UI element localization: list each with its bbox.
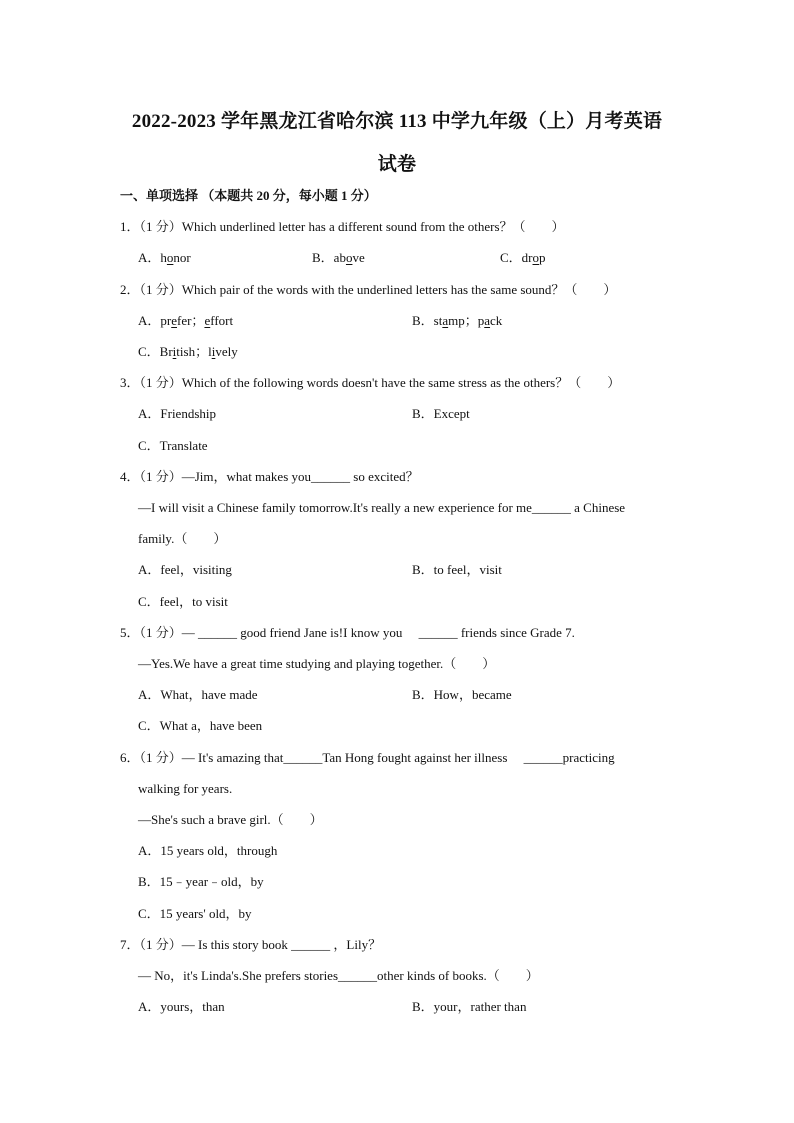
question-6-option-a: A．15 years old，through	[138, 843, 278, 858]
question-1-stem: 1．（1 分）Which underlined letter has a different sound from the others？（ ）	[120, 219, 565, 234]
question-6-line2: walking for years.	[138, 781, 233, 796]
question-4-line2: —I will visit a Chinese family tomorrow.It's really a new experience for me______ a Chinese	[138, 500, 626, 515]
question-7-stem: 7．（1 分）— Is this story book ______ ，Lily？	[120, 937, 382, 952]
question-6-stem: 6．（1 分）— It's amazing that______Tan Hong fought against her illness ______practicing	[120, 750, 615, 765]
exam-title-line2: 试卷	[377, 154, 417, 175]
question-6-line3: —She's such a brave girl.（ ）	[138, 812, 323, 827]
question-5-option-a: A．What，have made	[138, 687, 258, 702]
question-3-stem: 3．（1 分）Which of the following words doesn't have the same stress as the others？（ ）	[120, 375, 621, 390]
question-5-option-c: C．What a，have been	[138, 718, 263, 733]
question-5-option-b: B．How，became	[412, 687, 512, 702]
section-heading: 一、单项选择 （本题共 20 分，每小题 1 分）	[120, 188, 377, 203]
question-4-option-b: B．to feel，visit	[412, 562, 502, 577]
question-4-option-c: C．feel，to visit	[138, 594, 228, 609]
question-7-option-a: A．yours，than	[138, 999, 225, 1014]
question-6-option-c: C．15 years' old，by	[138, 906, 252, 921]
question-6-option-b: B．15﹣year﹣old，by	[138, 874, 264, 889]
question-5-stem: 5．（1 分）— ______ good friend Jane is!I know you ______ friends since Grade 7.	[120, 625, 575, 640]
question-3-option-c: C．Translate	[138, 438, 208, 453]
question-1-option-a: A．honor	[138, 250, 191, 265]
question-7-option-b: B．your，rather than	[412, 999, 527, 1014]
question-5-line2: —Yes.We have a great time studying and playing together.（ ）	[138, 656, 496, 671]
question-4-line3: family.（ ）	[138, 531, 227, 546]
question-2-stem: 2．（1 分）Which pair of the words with the underlined letters has the same sound？（ ）	[120, 282, 617, 297]
question-2-option-a: A．prefer；effort	[138, 313, 234, 328]
question-1-option-b: B．above	[312, 250, 365, 265]
question-4-option-a: A．feel，visiting	[138, 562, 232, 577]
question-3-option-b: B．Except	[412, 406, 470, 421]
question-2-option-c: C．British；lively	[138, 344, 238, 359]
question-4-stem: 4．（1 分）—Jim，what makes you______ so excited？	[120, 469, 419, 484]
question-2-option-b: B．stamp；pack	[412, 313, 503, 328]
exam-title-line1: 2022-2023 学年黑龙江省哈尔滨 113 中学九年级（上）月考英语	[131, 111, 663, 132]
question-3-option-a: A．Friendship	[138, 406, 217, 421]
question-1-option-c: C．drop	[500, 250, 546, 265]
question-7-line2: — No，it's Linda's.She prefers stories______other kinds of books.（ ）	[138, 968, 539, 983]
